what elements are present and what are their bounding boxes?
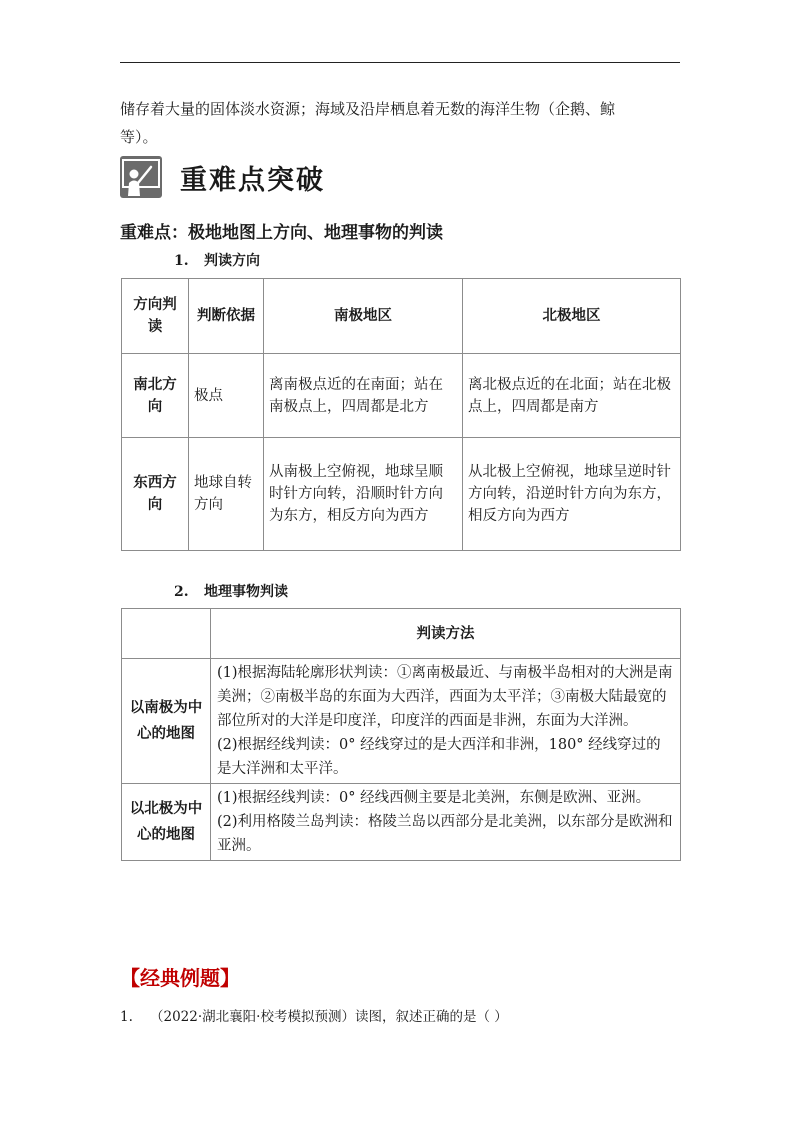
row-label: 东西方向 [122,438,189,551]
north-cell: 离北极点近的在北面；站在北极点上，四周都是南方 [463,354,681,438]
question-number: 1. [120,1009,133,1025]
section-header [120,153,325,201]
table-header-row [122,279,681,354]
features-table [121,608,681,861]
header-rule [120,62,680,63]
header-cell: 方向判读 [122,279,189,354]
key-point-title: 重难点：极地地图上方向、地理事物的判读 [120,223,443,243]
subheading-text: 判读方向 [204,253,260,269]
method-item: (2)利用格陵兰岛判读：格陵兰岛以西部分是北美洲，以东部分是欧洲和亚洲。 [217,814,673,854]
question-1 [120,1005,508,1025]
subheading-number: 1. [174,253,189,269]
method-item: (2)根据经线判读：0° 经线穿过的是大西洋和非洲，180° 经线穿过的是大洋洲和太平洋。 [217,737,661,777]
header-cell-empty [122,609,211,659]
subheading-text: 地理事物判读 [204,584,288,600]
table-row [122,659,681,784]
table-row [122,354,681,438]
intro-line-1: 储存着大量的固体淡水资源；海域及沿岸栖息着无数的海洋生物（企鹅、鲸 [120,100,616,118]
subheading-number: 2. [174,584,189,600]
south-cell: 从南极上空俯视，地球呈顺时针方向转，沿顺时针方向为东方，相反方向为西方 [264,438,463,551]
direction-table [121,278,681,551]
table-row [122,784,681,861]
method-cell [211,784,681,861]
row-label: 以南极为中心的地图 [122,659,211,784]
examples-heading: 【经典例题】 [120,966,240,990]
south-cell: 离南极点近的在南面；站在南极点上，四周都是北方 [264,354,463,438]
intro-line-2: 等）。 [120,128,158,146]
table-header-row [122,609,681,659]
method-cell [211,659,681,784]
header-cell: 南极地区 [264,279,463,354]
basis-cell: 地球自转方向 [189,438,264,551]
intro-paragraph [120,95,680,151]
method-item: (1)根据海陆轮廓形状判读：①离南极最近、与南极半岛相对的大洲是南美洲；②南极半岛的东面为大西洋，西面为太平洋；③南极大陆最宽的部位所对的大洋是印度洋，印度洋的西面是非洲，东面为大洋洲。 [217,665,673,729]
header-cell: 判断依据 [189,279,264,354]
row-label: 南北方向 [122,354,189,438]
row-label: 以北极为中心的地图 [122,784,211,861]
teacher-pointer-icon [120,156,162,198]
table-row [122,438,681,551]
section-title: 重难点突破 [180,164,325,196]
basis-cell: 极点 [189,354,264,438]
north-cell: 从北极上空俯视，地球呈逆时针方向转，沿逆时针方向为东方，相反方向为西方 [463,438,681,551]
subheading-features [174,581,288,601]
subheading-direction [174,250,260,270]
header-cell: 判读方法 [211,609,681,659]
question-text: （2022·湖北襄阳·校考模拟预测）读图，叙述正确的是（ ） [150,1009,508,1025]
method-item: (1)根据经线判读：0° 经线西侧主要是北美洲，东侧是欧洲、亚洲。 [217,790,651,806]
header-cell: 北极地区 [463,279,681,354]
